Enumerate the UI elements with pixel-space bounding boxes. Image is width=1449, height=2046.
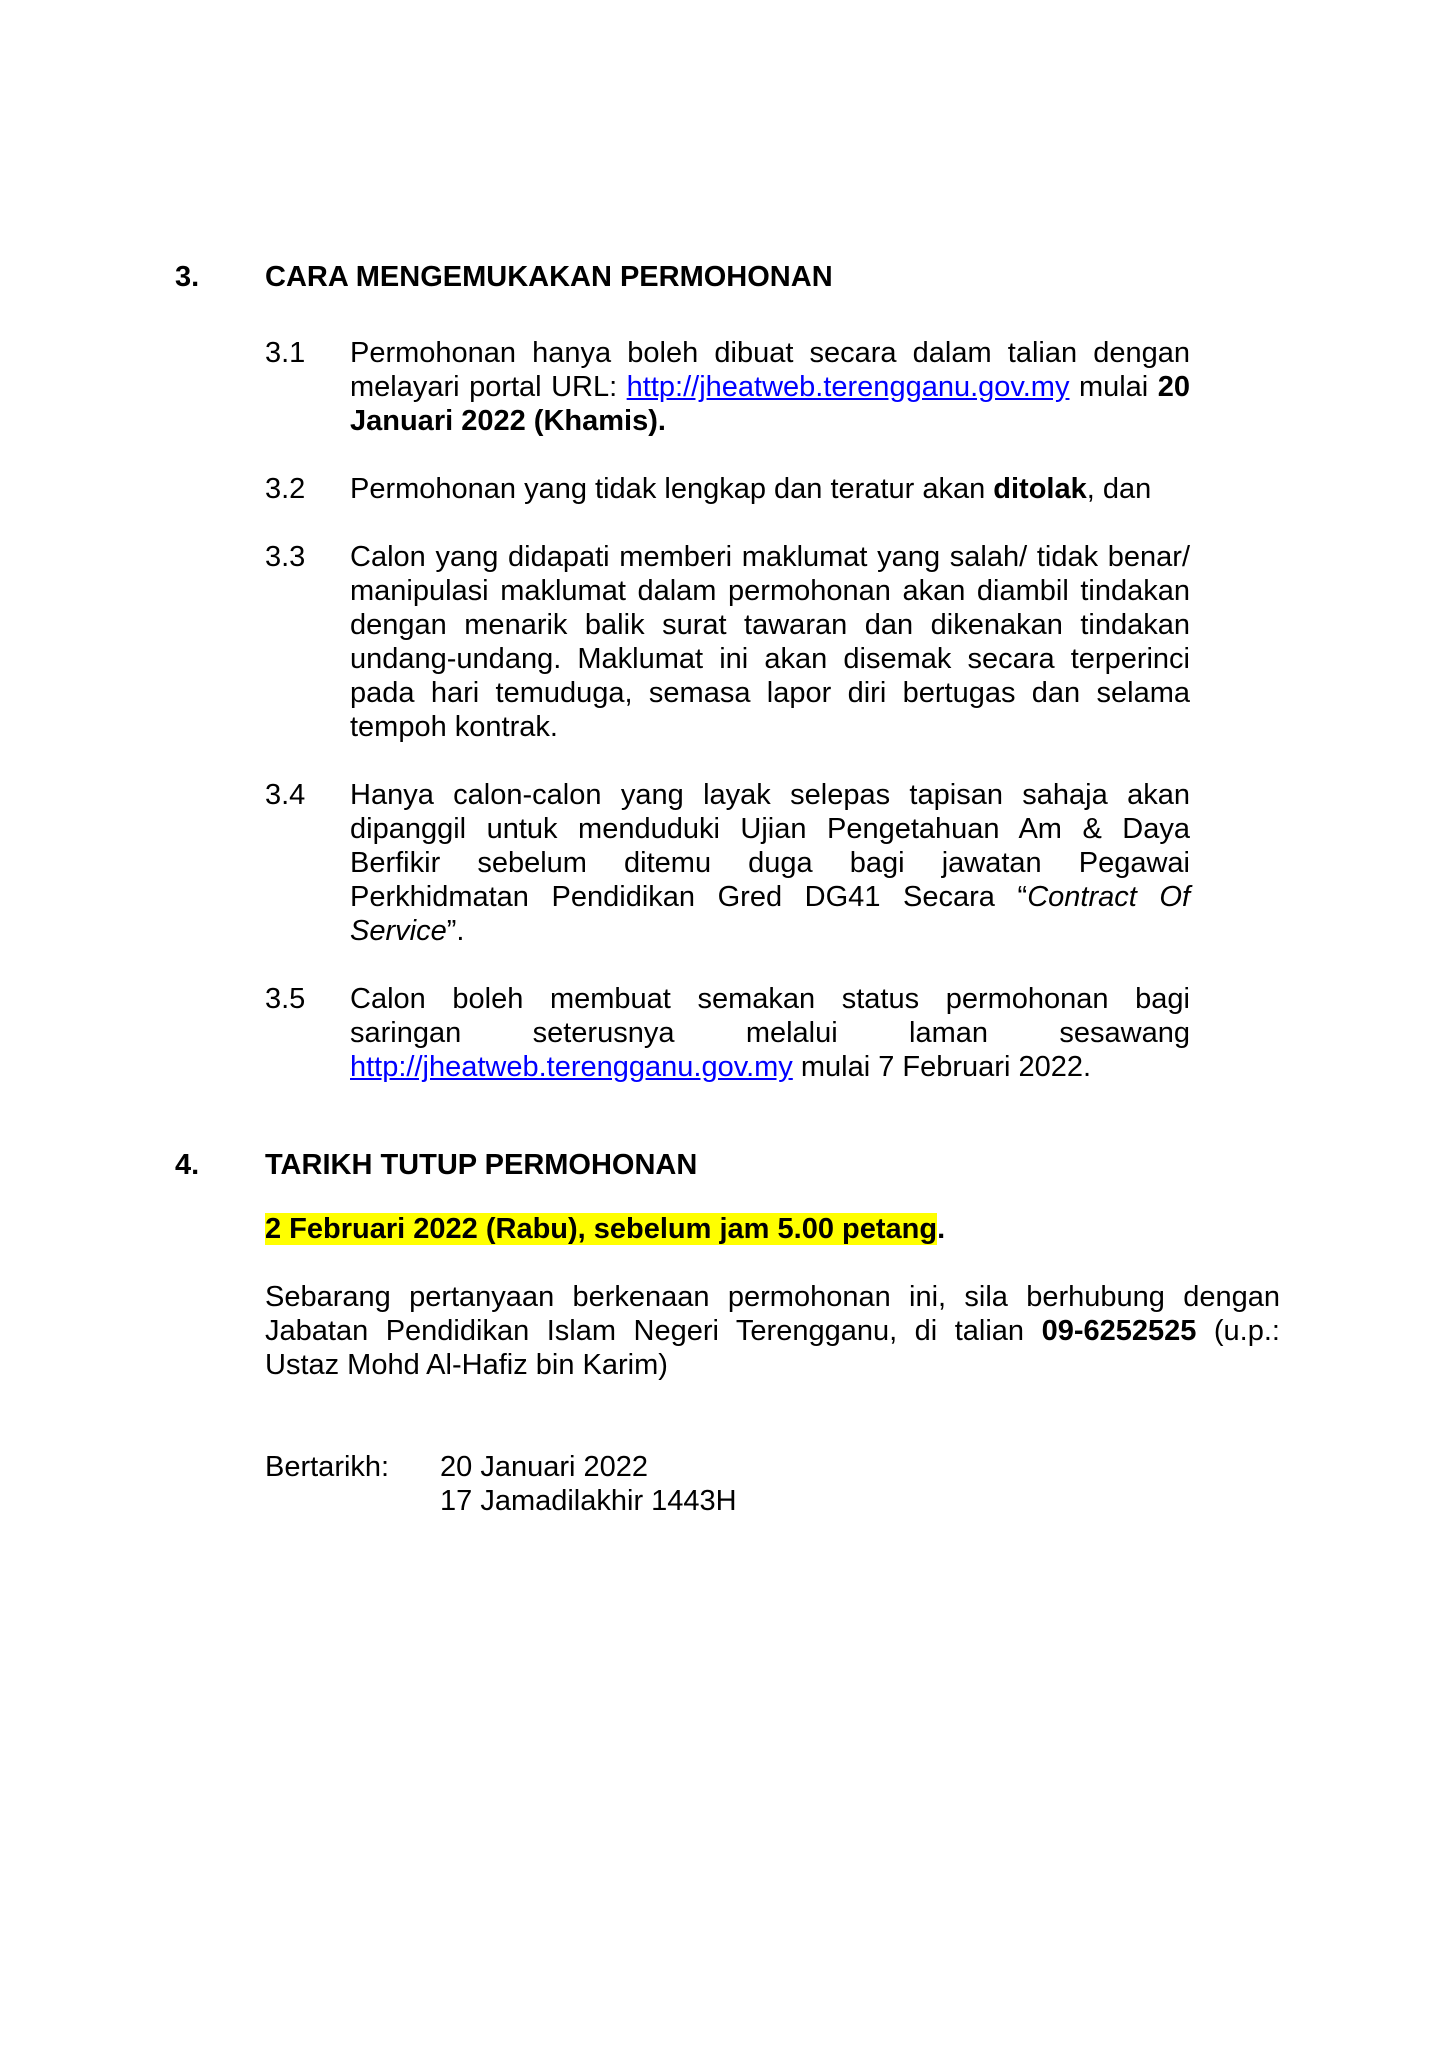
item-number: 3.4 (265, 779, 306, 811)
text-run: mulai 7 Februari 2022. (792, 1051, 1092, 1083)
section-4-heading (175, 1148, 1280, 1182)
section-3-heading (175, 260, 1280, 294)
item-number: 3.1 (265, 337, 306, 369)
hyperlink[interactable]: http://jheatweb.terengganu.gov.my (350, 1051, 793, 1083)
dated-label: Bertarikh: (265, 1451, 390, 1483)
text-run: 09-6252525 (1041, 1315, 1197, 1347)
dated-hijri: 17 Jamadilakhir 1443H (440, 1485, 737, 1517)
dated-block (265, 1450, 1280, 1518)
item-number: 3.3 (265, 541, 306, 573)
item-text (350, 472, 1190, 506)
text-run: ditolak (993, 473, 1087, 505)
item-number: 3.2 (265, 473, 306, 505)
text-run: mulai (1069, 371, 1158, 403)
list-item (265, 472, 1190, 506)
text-run: Calon yang didapati memberi maklumat yang salah/ tidak benar/ manipulasi maklumat dalam permohonan akan diambil tindakan dengan menarik balik surat tawaran dan dikenakan tindakan undang-undang. Maklumat ini akan disemak secara terperinci pada hari temuduga, semasa lapor diri bertugas dan selama tempoh kontrak. (350, 541, 1190, 743)
list-item (265, 778, 1190, 948)
closing-date-highlight (265, 1212, 1280, 1246)
section-number: 4. (175, 1149, 200, 1181)
item-text (350, 982, 1190, 1084)
text-run: 2 Februari 2022 (Rabu), sebelum jam 5.00 petang (265, 1213, 938, 1245)
list-item (265, 540, 1190, 744)
text-run: Permohonan yang tidak lengkap dan teratur akan (350, 473, 994, 505)
text-run: 20 Januari 2022 (Khamis). (350, 371, 1190, 437)
text-run: . (937, 1213, 946, 1245)
text-run: Sebarang pertanyaan berkenaan permohonan ini, sila berhubung dengan Jabatan Pendidikan Islam Negeri Terengganu, di talian (265, 1281, 1280, 1347)
text-run: (u.p.: Ustaz Mohd Al-Hafiz bin Karim) (265, 1315, 1280, 1381)
hyperlink[interactable]: http://jheatweb.terengganu.gov.my (626, 371, 1070, 403)
text-run: Contract Of Service (350, 881, 1190, 947)
section-number: 3. (175, 261, 200, 293)
item-text (350, 778, 1190, 948)
item-number: 3.5 (265, 983, 306, 1015)
list-item (265, 982, 1190, 1084)
dated-gregorian: 20 Januari 2022 (440, 1451, 648, 1483)
section-title: TARIKH TUTUP PERMOHONAN (265, 1149, 698, 1181)
text-run: Calon boleh membuat semakan status permohonan bagi saringan seterusnya melalui laman sesawang (350, 983, 1190, 1049)
item-text (350, 336, 1190, 438)
section-title: CARA MENGEMUKAKAN PERMOHONAN (265, 261, 833, 293)
contact-paragraph (265, 1280, 1280, 1382)
text-run: Permohonan hanya boleh dibuat secara dalam talian dengan melayari portal URL: (350, 337, 1190, 403)
item-text (350, 540, 1190, 744)
text-run: , dan (1086, 473, 1152, 505)
text-run: ”. (446, 915, 465, 947)
dated-lines (440, 1450, 737, 1518)
text-run: Hanya calon-calon yang layak selepas tapisan sahaja akan dipanggil untuk menduduki Ujian Pengetahuan Am & Daya Berfikir sebelum ditemu duga bagi jawatan Pegawai Perkhidmatan Pendidikan Gred DG41 Secara “ (350, 779, 1190, 913)
list-item (265, 336, 1190, 438)
